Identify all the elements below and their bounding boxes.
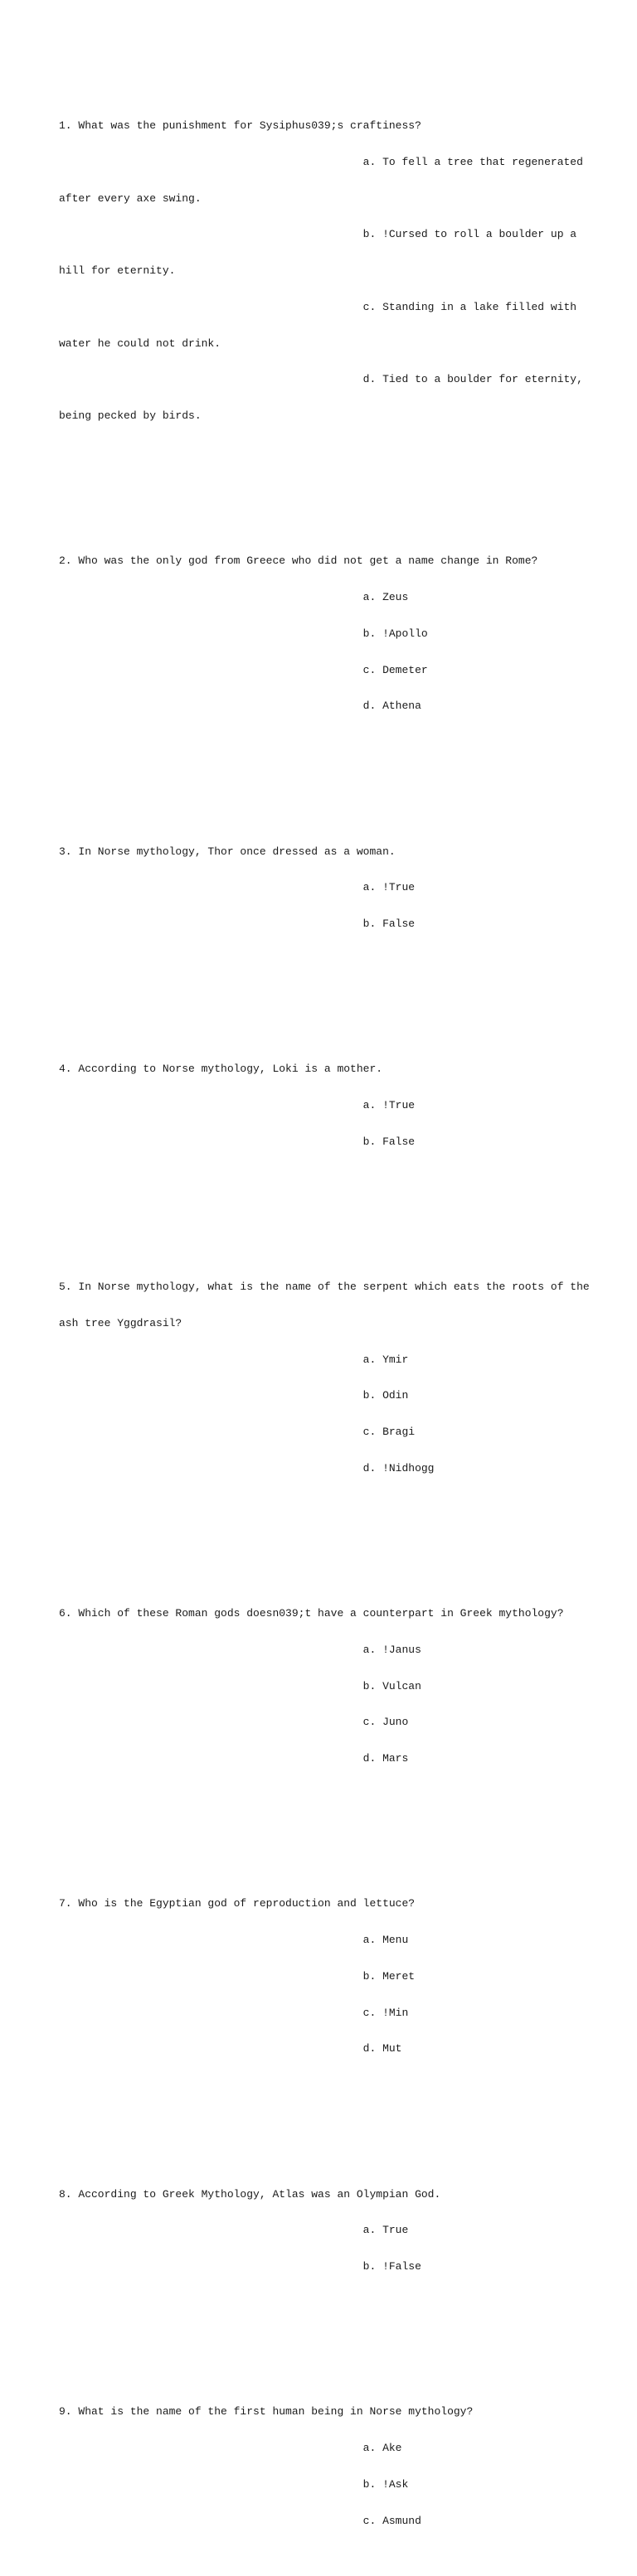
answer-option: a. Zeus [59,591,409,604]
question-block [59,821,590,955]
answer-option: d. !Nidhogg [59,1461,435,1474]
question-block [59,1874,590,2080]
question-text: 2. Who was the only god from Greece who did not get a name change in Rome? [59,554,538,568]
question-spacer [59,1197,590,1221]
question-spacer [59,761,590,785]
question-spacer [59,2104,590,2128]
answer-option-continuation: hill for eternity. [59,264,176,278]
answer-option: b. False [59,1135,416,1148]
question-text-continuation: ash tree Yggdrasil? [59,1316,182,1329]
answer-option-continuation: after every axe swing. [59,191,202,205]
answer-option: b. !Ask [59,2477,409,2491]
question-spacer [59,979,590,1003]
answer-option: d. Tied to a boulder for eternity, [59,373,583,386]
answer-option: b. !Apollo [59,627,428,640]
answer-option: b. !False [59,2260,421,2273]
question-block [59,2382,590,2551]
question-block [59,96,590,447]
question-text: 4. According to Norse mythology, Loki is a mother. [59,1063,383,1076]
answer-option: c. !Min [59,2006,409,2019]
answer-option: a. Menu [59,1934,409,1947]
question-text: 9. What is the name of the first human being in Norse mythology? [59,2405,474,2419]
question-spacer [59,1813,590,1838]
answer-option: a. Ake [59,2441,402,2454]
question-spacer [59,1523,590,1547]
question-spacer [59,2322,590,2346]
question-text: 8. According to Greek Mythology, Atlas was an Olympian God. [59,2187,441,2201]
answer-option: c. Demeter [59,663,428,676]
question-block [59,1039,590,1173]
answer-option: d. Mars [59,1752,409,1765]
question-text: 3. In Norse mythology, Thor once dressed as a woman. [59,845,396,858]
question-text: 6. Which of these Roman gods doesn039;t have a counterpart in Greek mythology? [59,1607,564,1620]
answer-option: c. Standing in a lake filled with [59,300,577,313]
answer-option: a. !True [59,881,416,894]
question-block [59,1584,590,1789]
answer-option: a. !Janus [59,1643,421,1656]
answer-option: c. Bragi [59,1426,416,1439]
answer-option: b. Odin [59,1389,409,1402]
question-text: 1. What was the punishment for Sysiphus039;s craftiness? [59,119,421,132]
answer-option: a. Ymir [59,1353,409,1366]
answer-option: a. To fell a tree that regenerated [59,155,583,168]
question-block [59,1257,590,1499]
answer-option: b. !Cursed to roll a boulder up a [59,228,577,241]
question-block [59,2164,590,2298]
answer-option: d. Athena [59,700,421,713]
answer-option: b. Vulcan [59,1679,421,1692]
answer-option: d. Mut [59,2042,402,2055]
answer-option: c. Juno [59,1716,409,1729]
question-text: 7. Who is the Egyptian god of reproduction and lettuce? [59,1897,416,1910]
answer-option: a. True [59,2224,409,2237]
question-spacer [59,471,590,495]
answer-option: b. False [59,918,416,931]
answer-option: c. Asmund [59,2514,421,2527]
quiz-document [59,60,590,2576]
question-text: 5. In Norse mythology, what is the name of the serpent which eats the roots of the [59,1280,590,1293]
answer-option-continuation: being pecked by birds. [59,409,202,423]
question-block [59,531,590,737]
answer-option-continuation: water he could not drink. [59,337,221,350]
answer-option: a. !True [59,1099,416,1112]
answer-option: b. Meret [59,1969,416,1983]
